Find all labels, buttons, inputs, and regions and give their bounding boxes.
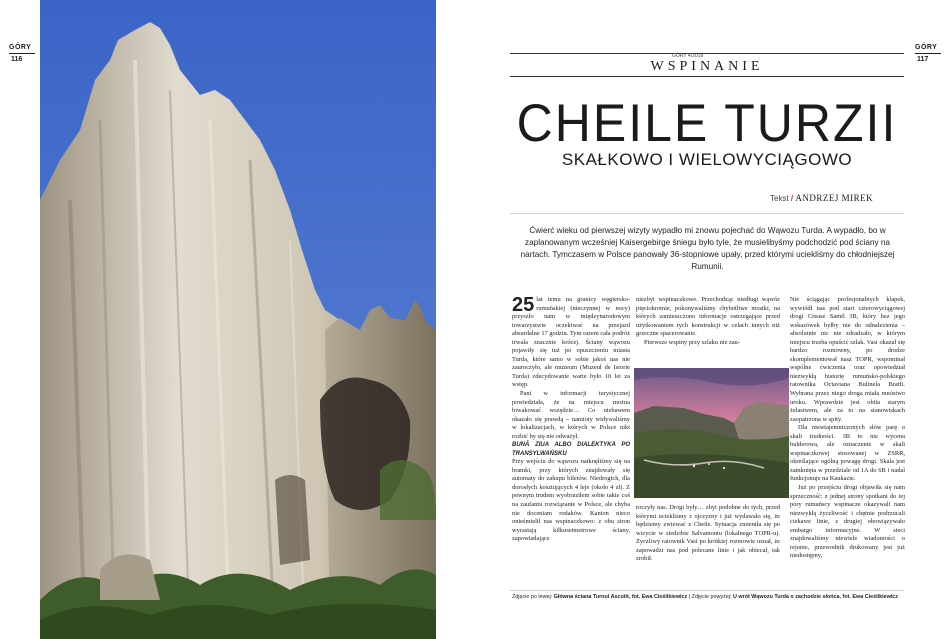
right-page-number: 117 — [917, 56, 929, 63]
photo-caption — [512, 594, 906, 600]
category-label: WSPINANIE — [650, 59, 764, 74]
byline-label: Tekst — [770, 194, 789, 203]
column-2-bottom — [636, 504, 780, 586]
dropcap: 25 — [512, 296, 535, 316]
article-subtitle: SKAŁKOWO I WIELOWYCIĄGOWO — [561, 150, 853, 169]
column-2-top — [636, 296, 780, 362]
caption-prefix: Zdjęcie po lewej: — [512, 594, 553, 600]
col1-subheading: BUNĂ ZIUA ALBO DIALEKTYKA PO TRANSYLWAŃSKU — [512, 442, 630, 457]
column-3 — [790, 296, 905, 586]
article-title: CHEILE TURZII — [516, 93, 898, 153]
col1-paragraph-3: Przy wejściu do wąwozu natknęliśmy się na bramki, przy których znajdowały się automaty do zakupu biletów. Niedrogich, dla dorosłych kosztujących 4 leje (około 4 zł). Z pewnym trudem wyobraziłem sobie takie coś na zaufaniu rozwiązanie w Polsce, ale chyba nie doceniam rodaków. Kanion nieco onieśmielił nas wspinaczkowo: z obu stron wyrastają kilkusetmetrowe ściany, zapowiadające — [512, 458, 630, 543]
col2-paragraph-1: niezbyt wspinaczkowe. Przechodząc niedługi wąwóz pięciokrotnie, pokonywaliśmy chybotliwe mostki, na których zamieszczono informacje ostrzegające przed użytkowaniem tych konstrukcji w celach innych niż grzeczne spacerowanie. — [636, 296, 780, 338]
issue-label: GÓRY 4/2018 — [672, 53, 704, 59]
column-1 — [512, 296, 630, 586]
col3-paragraph-1: Nie ściągając profesjonalnych klapek, wywiódł nas pod start czterowyciągowej drogi Crease Samil 3B, który bez jego wskazówek byłby nie do odnalezienia – absolutnie nic nie zdradzało, w którym miejscu trzeba opuścić szlak. Vasi okazał się bardzo rozmowny, po drodze skomplementował nasz TOPR, wspominał wspólne ćwiczenia oraz opowiedział niezwykłą historię rumuńsko-polskiego ratownika Octaviana Bulinela Bratfi. Wybrana przez niego droga miała mnóstwo uroku. Wprawdzie jest obita starym żelastwem, ale za to na stanowiskach zaopatrzona w spity. — [790, 296, 905, 423]
right-header-divider — [915, 53, 941, 54]
caption-rule — [510, 590, 904, 591]
byline — [770, 193, 873, 203]
byline-author: ANDRZEJ MIREK — [795, 193, 874, 203]
canyon-sunset-photo — [634, 368, 789, 498]
caption-right-prefix: Zdjęcie powyżej: — [691, 594, 732, 600]
byline-slash: / — [790, 194, 794, 203]
caption-right-desc: U wrót Wąwozu Turda o zachodzie słońca, fot. Ewa Cieślikiewicz — [733, 594, 898, 600]
col2-paragraph-2: Pierwsze wspiny przy szlaku nie zau- — [644, 338, 741, 346]
col3-paragraph-3: Już po przejściu drogi objawiła się nam sprzeczność: z jednej strony spotkani do tej pory rumuńscy wspinacze okazywali nam niezwykłą życzliwość i chętnie podrzucali ciekawe linie, z drugiej obowiązywało embargo informacyjne. W sieci znajdowaliśmy niewiele wiadomości o rejonie, przewodnik drukowany jest już niedostępny, — [790, 484, 905, 560]
cliff-photo — [40, 0, 436, 639]
article-lead: Ćwierć wieku od pierwszej wizyty wypadło mi znowu pojechać do Wąwozu Turda. A wypadło, bo w zaplanowanym wcześniej Kaisergebirge śniegu było tyle, że musielibyśmy podchodzić pod ściany na nartach. Tymczasem w Polsce panowały 36-stopniowe upały, przed którymi uciekliśmy do chłodniejszej Rumunii. — [520, 226, 895, 271]
right-header-line — [510, 53, 904, 54]
right-section-tag: GÓRY — [915, 44, 938, 51]
category-rule — [510, 76, 904, 77]
col3-paragraph-2: Dla niewtajemniczonych słów parę o skali trudności. 3B to nie wycena bulderowa, ale oznaczenie w skali wspinaczkowej stosowanej w ZSRR, określające ogólną powagę drogi. Skala jest zamknięta w przedziale od 1A do 6B i nadal funkcjonuje na Kaukazie. — [790, 424, 905, 483]
caption-divider: | — [688, 594, 691, 600]
col2-paragraph-3: roczyły nas. Drogi były… zbyt podobne do tych, przed którymi uciekliśmy z ojczyzny i już wydawało się, że będziemy zwiewać z Cheile. Sytuacja zmieniła się po wizycie w siedzibie Salvamontu (lokalnego TOPR-u). Życzliwy ratownik Vasi po krótkiej rozmowie uznał, że zapowadzi nas pod polecane linie i jak obiecał, tak zrobił. — [636, 504, 780, 563]
lead-top-rule — [510, 213, 904, 214]
left-header-divider — [9, 53, 35, 54]
col1-paragraph-2: Pani w informacji turystycznej powiedziała, że na miejscu można biwakować wszędzie… Co niebawem okazało się prawdą – namioty widywaliśmy w lokalizacjach, w których w Polsce nikt rozbić by się nie odważył. — [512, 390, 630, 440]
caption-left-desc: Główna ściana Turnul Ascutit, fot. Ewa Cieślikiewicz — [553, 594, 688, 600]
col1-paragraph-1: lat temu na granicy węgiersko-rumuńskiej (nieczynnej w nocy) przyszło nam w międzynarodowym towarzystwie oczekiwać na przejazd absurdalne 17 godzin. Tym razem cała podróż trwała znacznie krócej. Ściany wąwozu pojawiły się tuż po opuszczeniu miasta Turda, które samo w sobie jakoś nas nie zauroczyło, ale muzeum (Muzeul de Istorie Turda) zdecydowanie warte było 10 lei za wstęp. — [512, 296, 630, 389]
left-section-tag: GÓRY — [9, 44, 32, 51]
left-page-number: 116 — [11, 56, 23, 63]
